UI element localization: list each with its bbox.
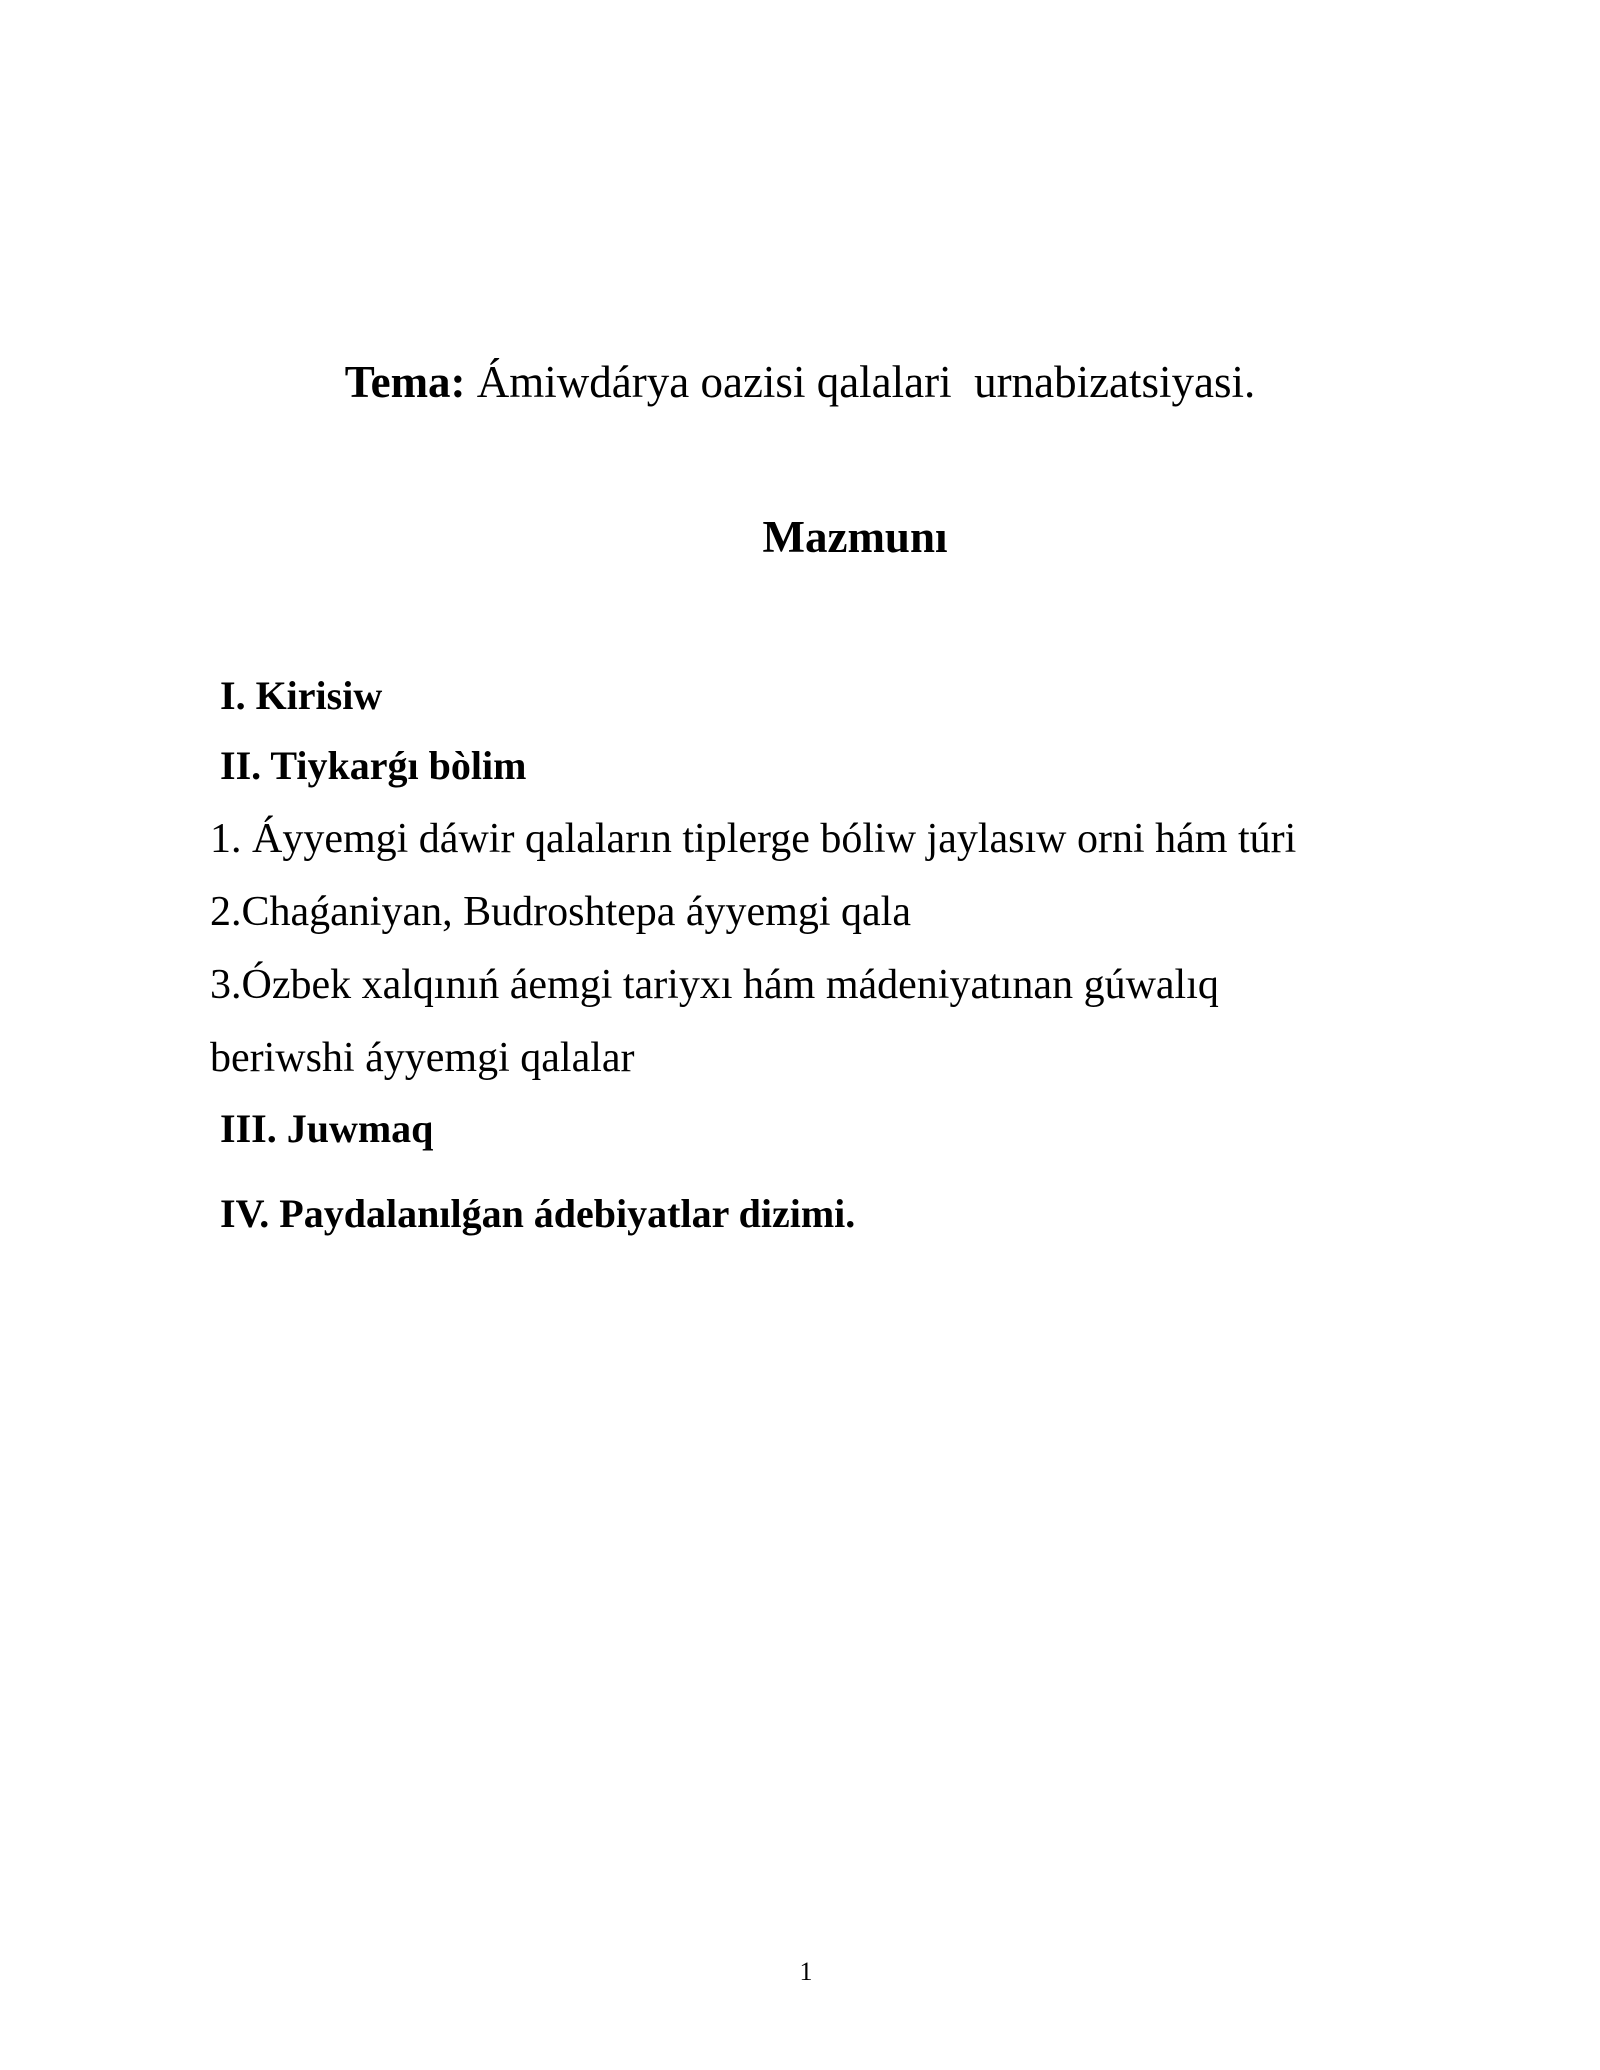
toc-item-3-line-2: beriwshi áyyemgi qalalar: [210, 1035, 635, 1081]
toc-section-intro: I. Kirisiw: [220, 673, 383, 718]
toc-item-3-line-1: 3.Ózbek xalqınıń áemgi tariyxı hám mádeniyatınan gúwalıq: [210, 962, 1219, 1008]
toc-section-main-part: II. Tiykarǵı bòlim: [220, 743, 527, 788]
toc-item-2: 2.Chaǵaniyan, Budroshtepa áyyemgi qala: [210, 889, 911, 935]
toc-section-conclusion: III. Juwmaq: [220, 1106, 434, 1151]
toc-section-references: IV. Paydalanılǵan ádebiyatlar dizimi.: [220, 1191, 856, 1236]
topic-line: [0, 352, 1600, 412]
page-number: 1: [799, 1957, 813, 1986]
toc-item-1: 1. Áyyemgi dáwir qalaların tiplerge bóliw jaylasıw orni hám túri: [210, 816, 1297, 862]
topic-text: Ámiwdárya oazisi qalalari urnabizatsiyasi.: [465, 357, 1256, 407]
topic-label: Tema:: [344, 357, 466, 407]
contents-heading: Mazmunı: [762, 512, 948, 562]
